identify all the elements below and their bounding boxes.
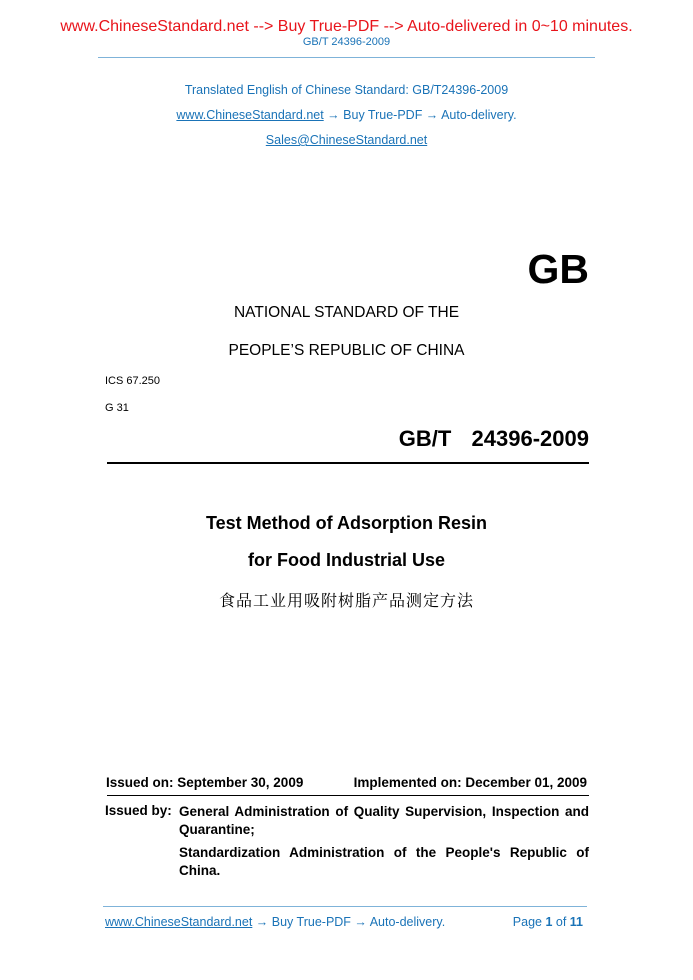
issued-by-label: Issued by:: [105, 803, 172, 818]
title-en-line2: for Food Industrial Use: [247, 550, 445, 570]
national-standard-line2: PEOPLE’S REPUBLIC OF CHINA: [228, 342, 465, 359]
implemented-on: Implemented on: December 01, 2009: [353, 775, 587, 790]
national-standard-line1: NATIONAL STANDARD OF THE: [233, 304, 460, 321]
gb-mark: GB: [527, 246, 589, 292]
page-indicator: [513, 915, 583, 929]
footer-divider: [103, 906, 587, 907]
ccs-code: G 31: [105, 402, 129, 414]
issuer-sac: Standardization Administration of the People's Republic of China.: [179, 845, 589, 878]
promo-banner[interactable]: www.ChineseStandard.net --> Buy True-PDF --> Auto-delivered in 0~10 minutes.: [60, 18, 633, 35]
intro-email-line: [0, 133, 693, 147]
title-en-line1: Test Method of Adsorption Resin: [206, 513, 487, 533]
intro-site-line: [0, 108, 693, 122]
of-label: of: [552, 915, 570, 929]
issuer-aqsiq: General Administration of Quality Supervision, Inspection and Quarantine;: [179, 804, 589, 837]
intro-site-rest: → Buy True-PDF → Auto-delivery.: [323, 108, 517, 122]
ics-code: ICS 67.250: [105, 375, 161, 387]
header-standard-number: GB/T 24396-2009: [302, 36, 391, 48]
page-total: 11: [569, 915, 583, 929]
standard-number: GB/T 24396-2009: [398, 426, 589, 451]
sales-email-link[interactable]: Sales@ChineseStandard.net: [265, 133, 428, 147]
title-cn: 食品工业用吸附树脂产品测定方法: [218, 591, 474, 610]
page-number: 1: [545, 915, 553, 929]
page-label: Page: [512, 915, 546, 929]
title-divider: [107, 462, 589, 464]
footer-site-rest: → Buy True-PDF → Auto-delivery.: [252, 915, 446, 929]
issued-on: Issued on: September 30, 2009: [106, 775, 304, 790]
footer-site-line: [105, 915, 445, 929]
translated-note: Translated English of Chinese Standard: GB/T24396-2009: [184, 83, 509, 97]
dates-divider: [107, 795, 589, 796]
footer-site-link[interactable]: www.ChineseStandard.net: [105, 915, 253, 929]
header-divider: [98, 57, 595, 58]
intro-site-link[interactable]: www.ChineseStandard.net: [176, 108, 324, 122]
